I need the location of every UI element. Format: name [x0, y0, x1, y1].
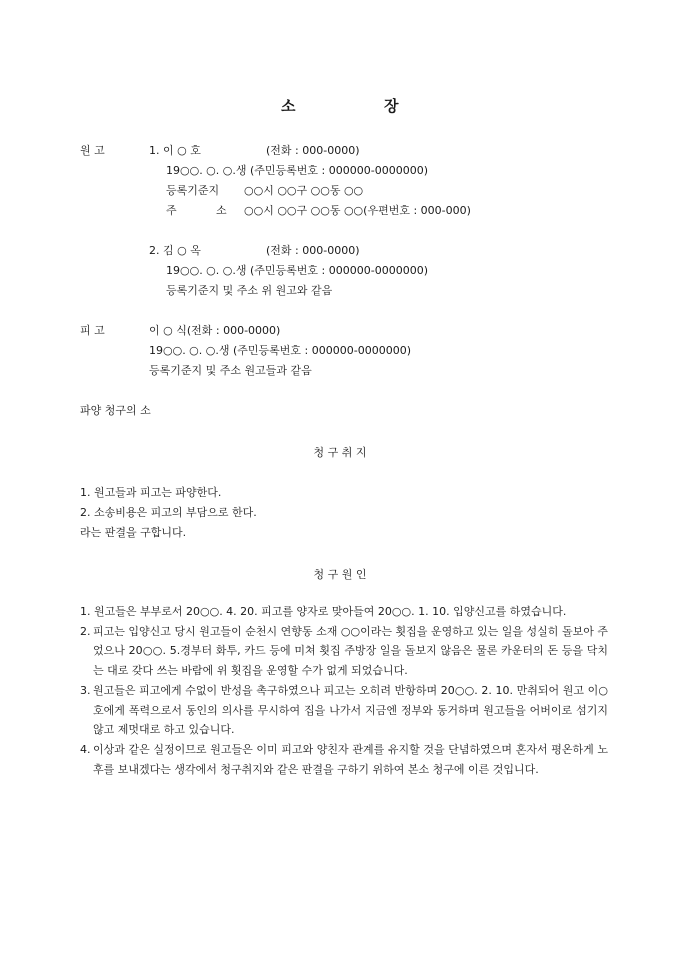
- claim-cause-item-2-text: 피고는 입양신고 당시 원고들이 순천시 연향동 소재 ○○이라는 횟집을 운영하고 있는 일을 성실히 돌보아 주었으나 20○○. 5.경부터 화투, 카드 등에 미쳐 횟집 주방장 일을 돌보지 않음은 물론 카운터의 돈 등을 닥치는 대로 갖다 쓰는 바람에 위 횟집을 운영할 수가 없게 되었습니다.: [93, 624, 608, 678]
- claim-cause-item-4-num: 4.: [80, 742, 91, 756]
- claim-cause-heading: 청 구 원 인: [313, 568, 367, 581]
- claim-cause-item-2: [80, 622, 608, 681]
- plaintiff-1-reg-value: ○○시 ○○구 ○○동 ○○: [244, 184, 364, 197]
- plaintiff-1-addr-value: ○○시 ○○구 ○○동 ○○(우편번호 : 000-000): [244, 204, 471, 217]
- defendant-name: 이 ○ 식(전화 : 000-0000): [149, 324, 281, 337]
- defendant-reg: 등록기준지 및 주소 원고들과 같음: [149, 364, 312, 377]
- claim-cause-item-3: [80, 681, 608, 740]
- plaintiff-1-phone: (전화 : 000-0000): [266, 144, 360, 157]
- claim-cause-item-1-text: 원고들은 부부로서 20○○. 4. 20. 피고를 양자로 맞아들여 20○○. 1. 10. 입양신고를 하였습니다.: [94, 605, 567, 618]
- plaintiff-1-addr-label-b: 소: [216, 204, 227, 217]
- plaintiff-1-name: 1. 이 ○ 호: [149, 144, 201, 157]
- plaintiff-role-label: 원 고: [80, 144, 105, 157]
- case-name: 파양 청구의 소: [80, 404, 151, 417]
- claim-cause-item-4: [80, 740, 608, 779]
- claim-cause-item-2-num: 2.: [80, 624, 91, 638]
- claim-purpose-closing: 라는 판결을 구합니다.: [80, 526, 187, 539]
- title-left-char: 소: [281, 97, 296, 115]
- claim-cause-item-4-text: 이상과 같은 실정이므로 원고들은 이미 피고와 양친자 관계를 유지할 것을 단념하였으며 혼자서 평온하게 노후를 보내겠다는 생각에서 청구취지와 같은 판결을 구하기 위하여 본소 청구에 이른 것입니다.: [93, 742, 608, 776]
- claim-purpose-item-1: 1. 원고들과 피고는 파양한다.: [80, 486, 222, 499]
- plaintiff-1-reg-label: 등록기준지: [166, 184, 220, 197]
- plaintiff-2-reg: 등록기준지 및 주소 위 원고와 같음: [166, 284, 333, 297]
- claim-cause-item-3-text: 원고들은 피고에게 수없이 반성을 촉구하였으나 피고는 오히려 반항하며 20○○. 2. 10. 만취되어 원고 이○호에게 폭력으로서 동인의 의사를 무시하여 집을 나가서 지금엔 정부와 동거하며 원고들을 어버이로 섬기지 않고 제멋대로 하고 있습니다.: [93, 683, 608, 737]
- plaintiff-2-birth: 19○○. ○. ○.생 (주민등록번호 : 000000-0000000): [166, 264, 428, 277]
- claim-cause-item-3-num: 3.: [80, 683, 91, 697]
- plaintiff-2-name: 2. 김 ○ 옥: [149, 244, 201, 257]
- claim-cause-item-1-num: 1.: [80, 605, 91, 618]
- claim-cause-item-1: [80, 602, 608, 622]
- plaintiff-2-phone: (전화 : 000-0000): [266, 244, 360, 257]
- plaintiff-1-birth: 19○○. ○. ○.생 (주민등록번호 : 000000-0000000): [166, 164, 428, 177]
- claim-purpose-item-2: 2. 소송비용은 피고의 부담으로 한다.: [80, 506, 257, 519]
- defendant-birth: 19○○. ○. ○.생 (주민등록번호 : 000000-0000000): [149, 344, 411, 357]
- claim-purpose-heading: 청 구 취 지: [313, 446, 367, 459]
- defendant-role-label: 피 고: [80, 324, 105, 337]
- plaintiff-1-addr-label-a: 주: [166, 204, 177, 217]
- title-right-char: 장: [384, 97, 399, 115]
- claim-cause-list: [80, 602, 608, 779]
